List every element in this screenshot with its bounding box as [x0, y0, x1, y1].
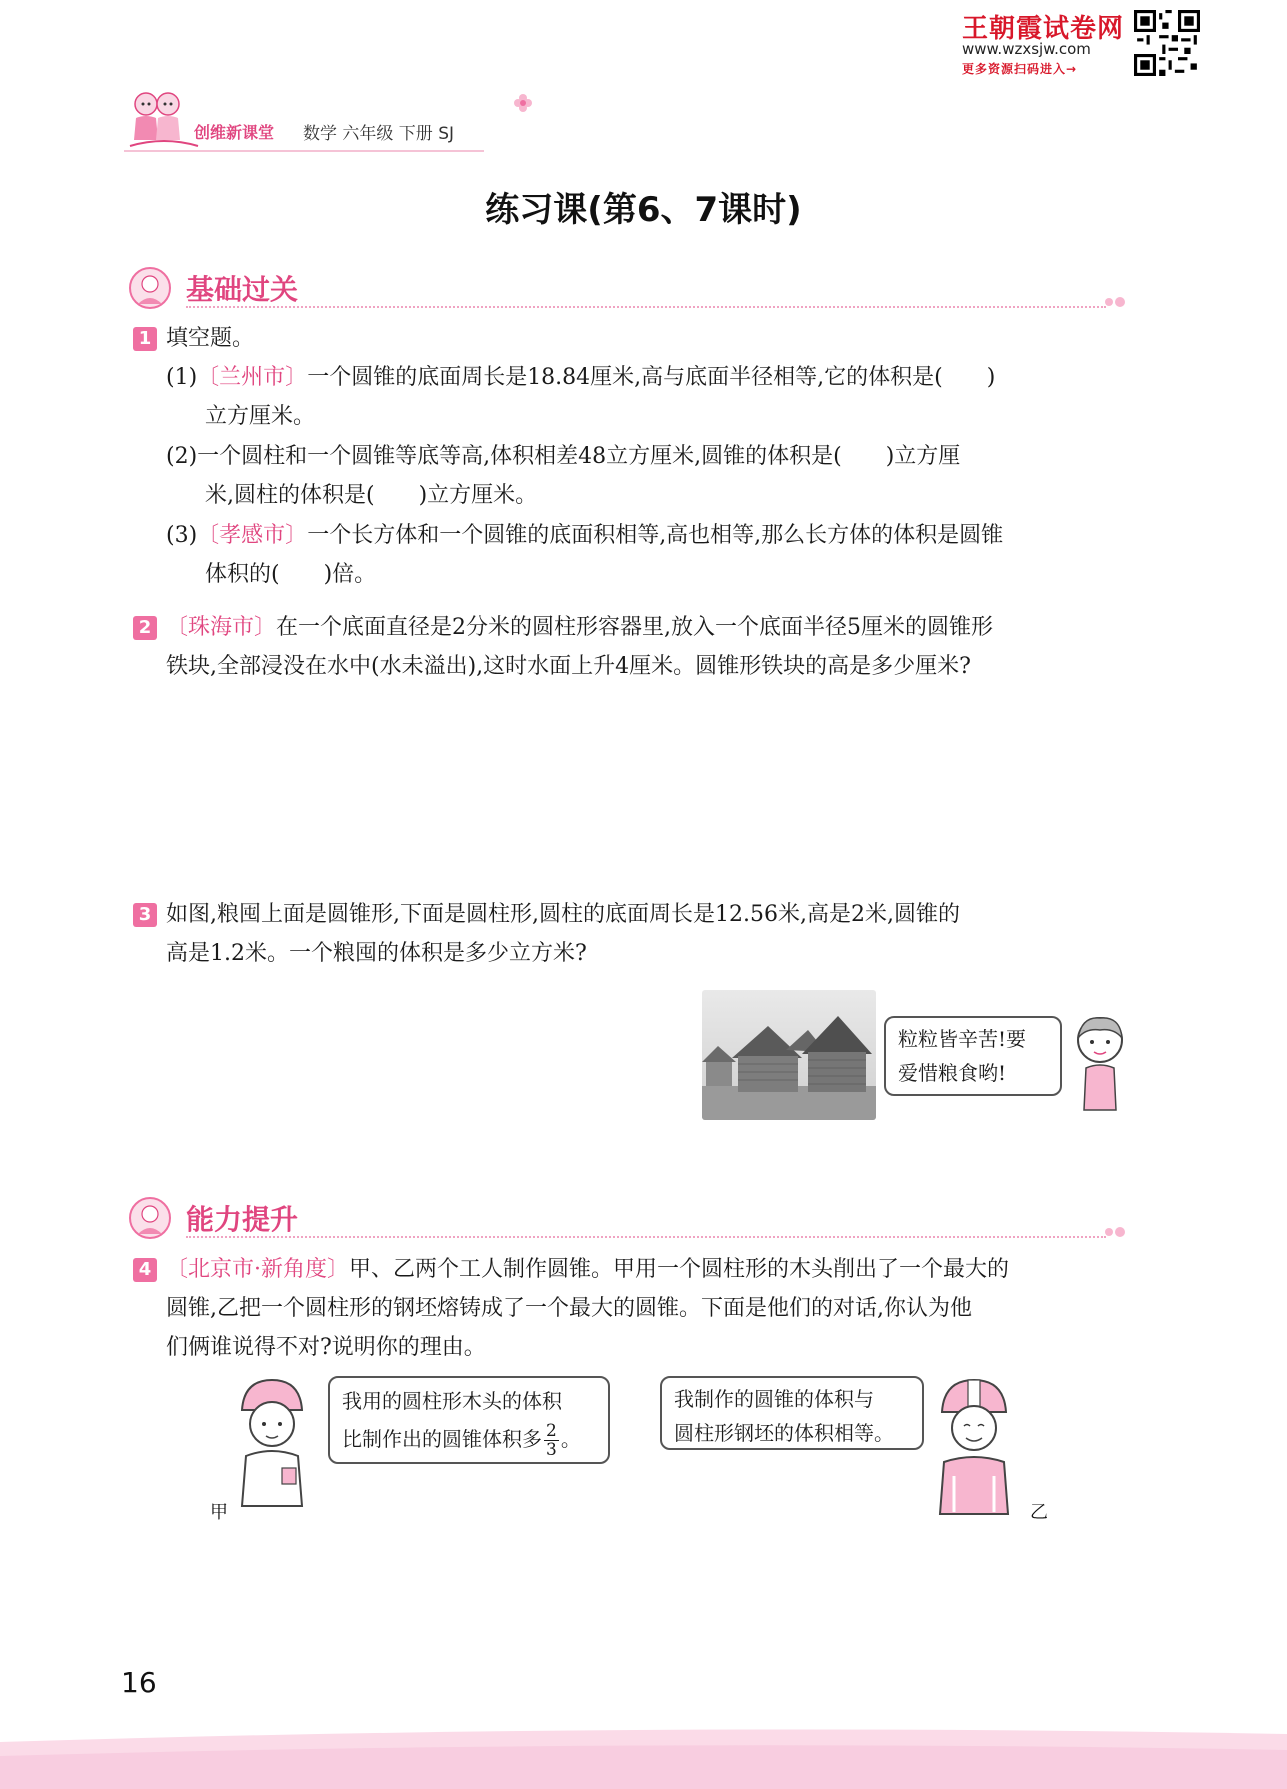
q3-text: 如图,粮囤上面是圆锥形,下面是圆柱形,圆柱的底面周长是12.56米,高是2米,圆锥的: [166, 902, 960, 927]
q1-part-1-source-tag: 〔兰州市〕: [197, 365, 308, 390]
flower-decoration-icon: [512, 92, 534, 114]
girl-speech-line-1: 粒粒皆辛苦!要: [898, 1027, 1027, 1051]
q1-part-3-number: (3): [166, 523, 198, 548]
girl-character-icon: [1070, 1010, 1130, 1114]
section-mascot-icon: [128, 266, 172, 310]
question-number: 4: [133, 1258, 157, 1282]
fraction: [544, 1422, 559, 1459]
section-divider: [186, 1236, 1106, 1238]
section-divider: [186, 306, 1106, 308]
q4-source-tag: 〔北京市·新角度〕: [166, 1257, 349, 1282]
section-title-basic: 基础过关: [186, 273, 299, 306]
header-divider: [124, 150, 484, 152]
worker-yi-character-icon: [930, 1376, 1018, 1516]
series-name: 创维新课堂: [194, 123, 275, 142]
dots-decoration-icon: [1104, 296, 1130, 308]
q1-part-3-text-cont: 体积的( )倍。: [205, 562, 377, 587]
question-number: 1: [133, 327, 157, 351]
q2-text: 在一个底面直径是2分米的圆柱形容器里,放入一个底面半径5厘米的圆锥形: [276, 615, 994, 640]
q1-part-3-text: 一个长方体和一个圆锥的底面积相等,高也相等,那么长方体的体积是圆锥: [307, 523, 1004, 548]
q4-text-cont: 圆锥,乙把一个圆柱形的钢坯熔铸成了一个最大的圆锥。下面是他们的对话,你认为他: [166, 1296, 972, 1321]
q1-part-1-text-cont: 立方厘米。: [205, 404, 316, 429]
dots-decoration-icon: [1104, 1226, 1130, 1238]
jia-speech-bubble: [328, 1376, 610, 1464]
question-1-stem: 填空题。: [166, 326, 255, 351]
q2-text-cont: 铁块,全部浸没在水中(水未溢出),这时水面上升4厘米。圆锥形铁块的高是多少厘米?: [166, 654, 971, 679]
girl-speech-line-2: 爱惜粮食哟!: [898, 1061, 1007, 1085]
q1-part-3-source-tag: 〔孝感市〕: [197, 523, 308, 548]
qr-code-icon[interactable]: [1134, 10, 1200, 76]
character-label-jia: 甲: [210, 1502, 228, 1523]
q3-text-cont: 高是1.2米。一个粮囤的体积是多少立方米?: [166, 941, 587, 966]
yi-speech-line-2: 圆柱形钢坯的体积相等。: [674, 1421, 894, 1445]
q1-part-1-text: 一个圆锥的底面周长是18.84厘米,高与底面半径相等,它的体积是( ): [307, 365, 996, 390]
question-number: 3: [133, 903, 157, 927]
q1-part-1-number: (1): [166, 365, 198, 390]
yi-speech-line-1: 我制作的圆锥的体积与: [674, 1387, 874, 1411]
yi-speech-bubble: [660, 1376, 924, 1450]
jia-speech-line-1: 我用的圆柱形木头的体积: [342, 1389, 562, 1413]
section-title-advanced: 能力提升: [186, 1203, 299, 1236]
jia-speech-line-2: 比制作出的圆锥体积多: [342, 1427, 542, 1451]
q4-text-cont-2: 们俩谁说得不对?说明你的理由。: [166, 1335, 486, 1360]
page-title: 练习课(第6、7课时): [485, 190, 802, 230]
fraction-numerator: 2: [546, 1421, 557, 1441]
worker-jia-character-icon: [232, 1376, 312, 1508]
subject-info: 数学 六年级 下册 SJ: [303, 124, 455, 144]
girl-speech-bubble: [884, 1016, 1062, 1096]
brand-url[interactable]: www.wzxsjw.com: [962, 40, 1091, 58]
fraction-denominator: 3: [546, 1440, 557, 1460]
footer-wave-decoration: [0, 1712, 1287, 1789]
q2-source-tag: 〔珠海市〕: [166, 615, 277, 640]
section-mascot-icon: [128, 1196, 172, 1240]
brand-name: 王朝霞试卷网: [962, 14, 1125, 44]
jia-speech-end: 。: [560, 1427, 581, 1451]
character-label-yi: 乙: [1030, 1502, 1048, 1523]
question-number: 2: [133, 616, 157, 640]
q4-text: 甲、乙两个工人制作圆锥。甲用一个圆柱形的木头削出了一个最大的: [349, 1257, 1010, 1282]
brand-more: 更多资源扫码进入→: [962, 62, 1078, 76]
granary-photo: [702, 990, 876, 1120]
q1-part-2-text: (2)一个圆柱和一个圆锥等底等高,体积相差48立方厘米,圆锥的体积是( )立方厘: [166, 444, 961, 469]
page-number: 16: [121, 1666, 157, 1699]
q1-part-2-text-cont: 米,圆柱的体积是( )立方厘米。: [205, 483, 538, 508]
